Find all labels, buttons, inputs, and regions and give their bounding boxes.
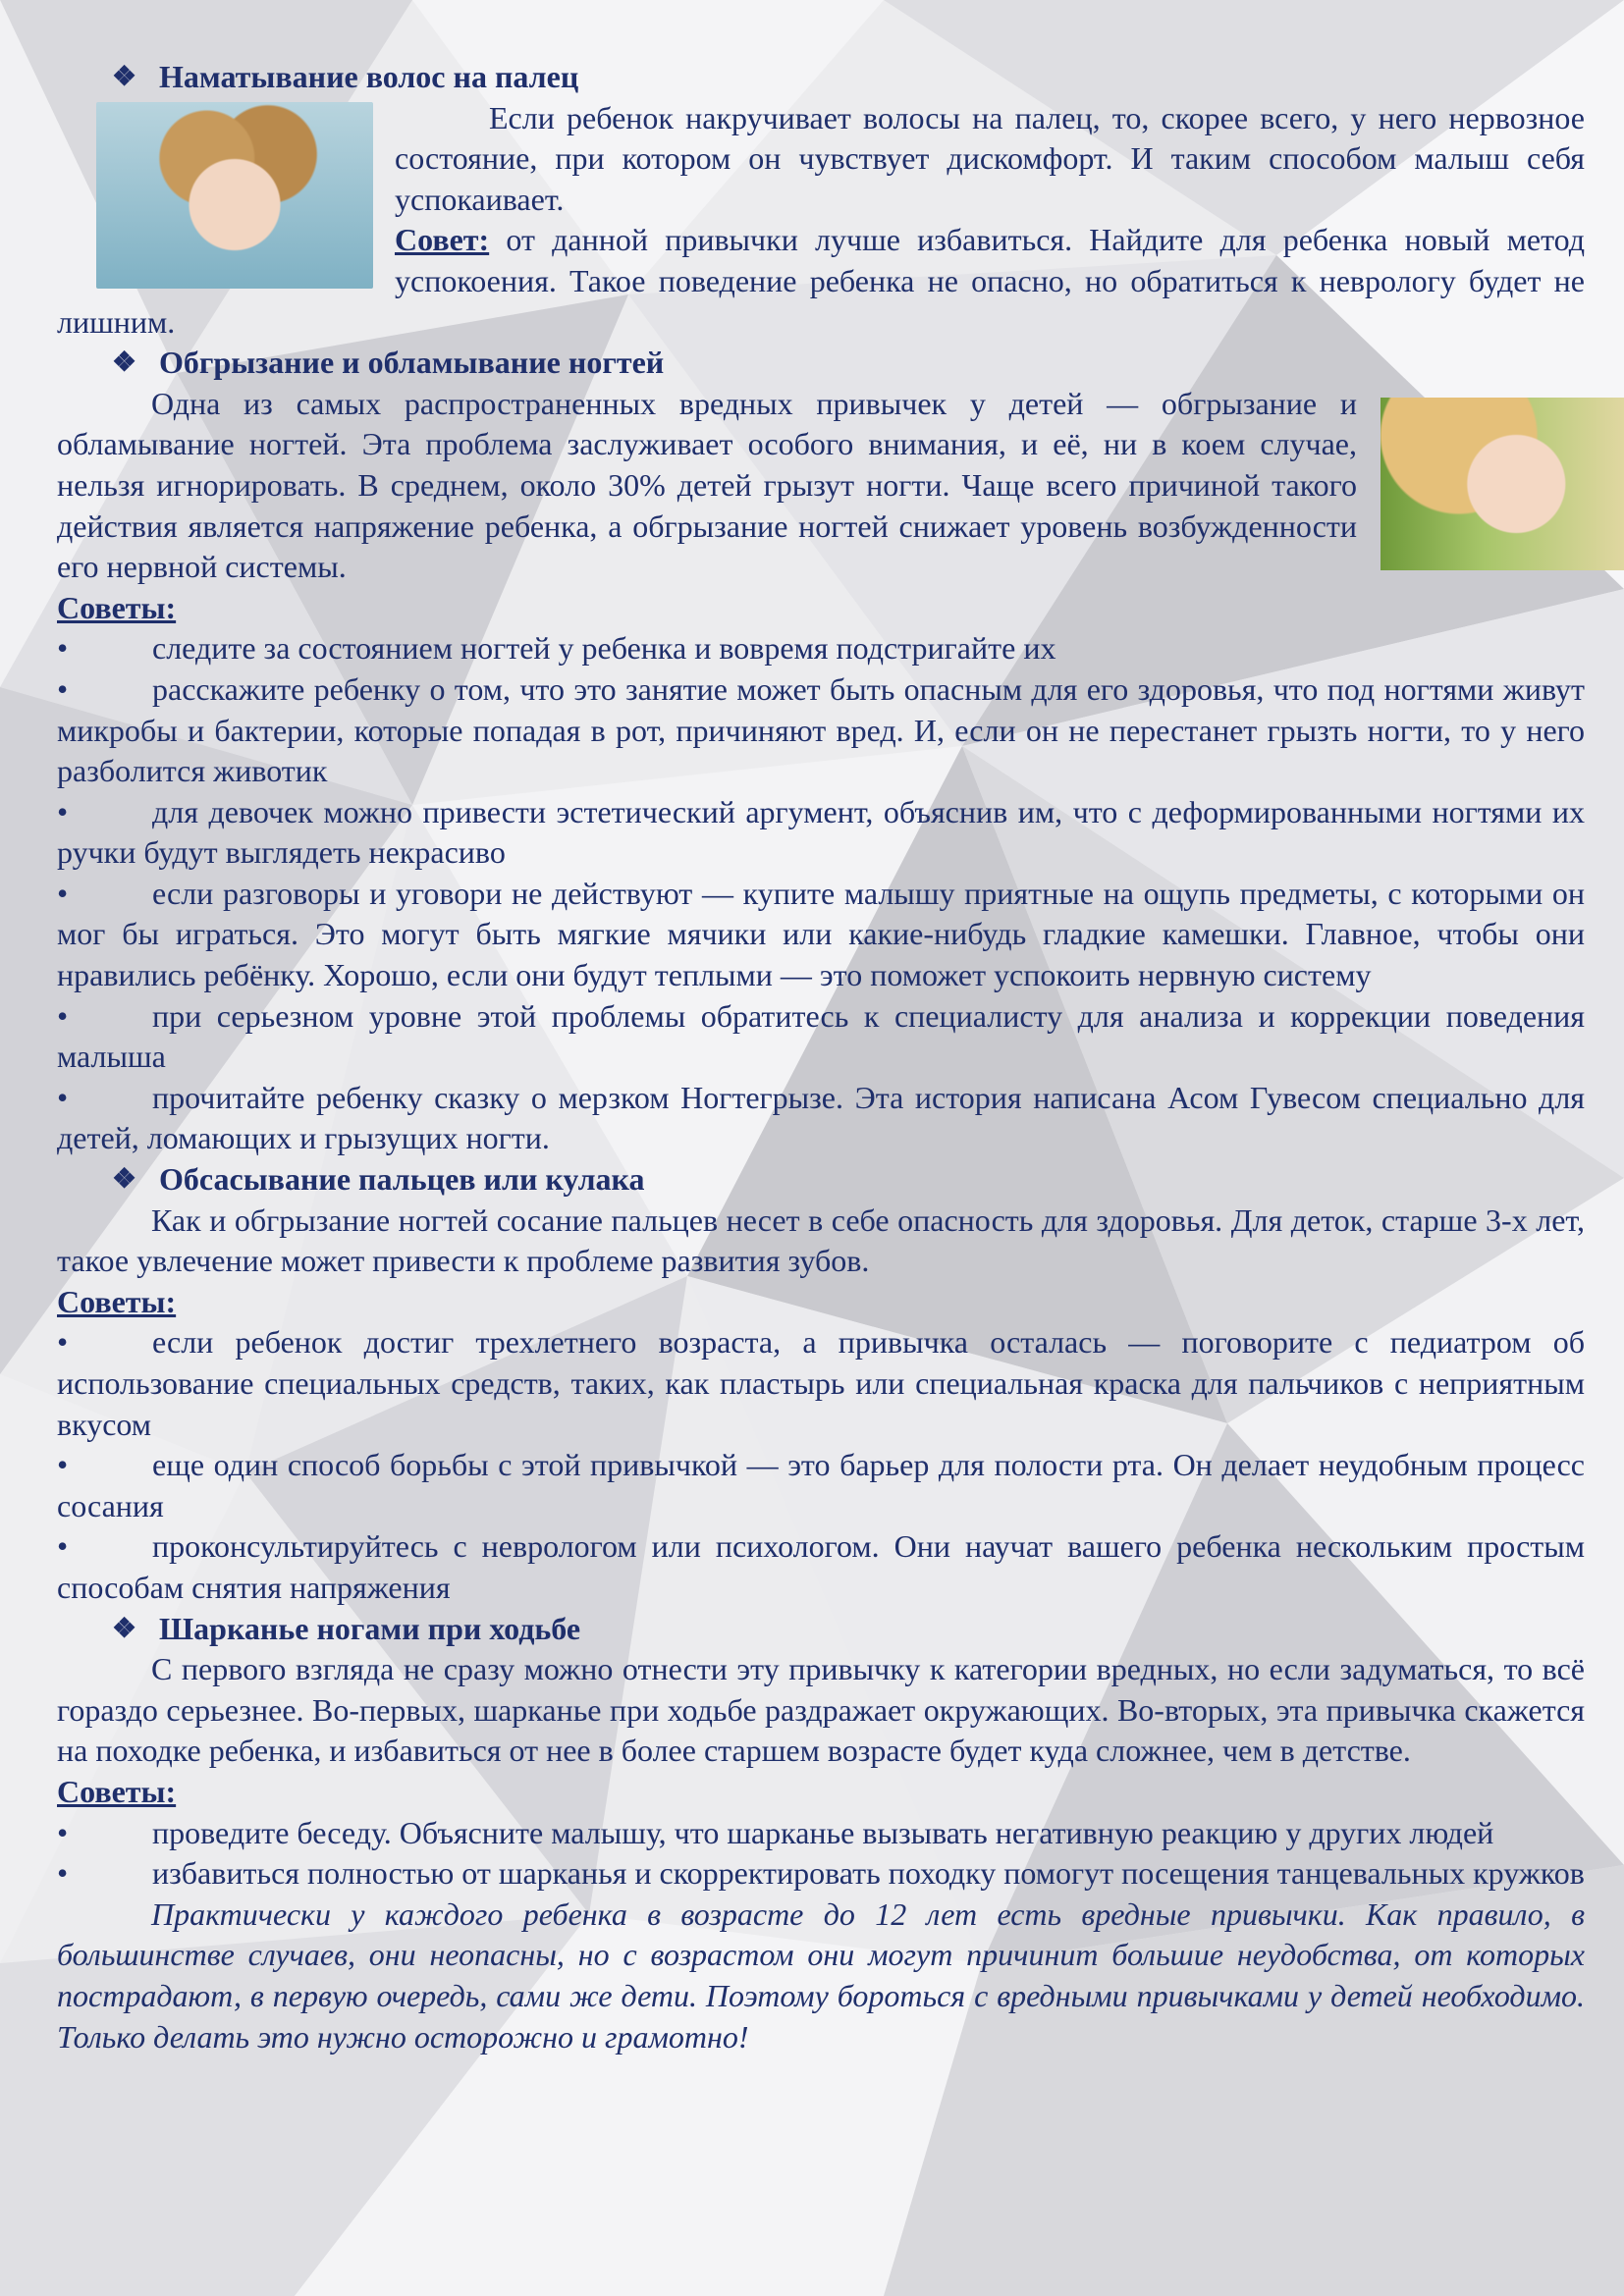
diamond-bullet-icon: ❖ — [112, 347, 137, 379]
tip-item — [57, 792, 1585, 874]
bullet-icon: • — [57, 793, 69, 829]
tip-text: еще один способ борьбы с этой привычкой — это барьер для полости рта. Он делает неудобным процесс сосания — [57, 1447, 1585, 1523]
tip-item — [57, 1813, 1585, 1854]
tip-text: следите за состоянием ногтей у ребенка и вовремя подстригайте их — [152, 630, 1056, 667]
tips-label: Советы: — [57, 589, 177, 625]
tip-text: избавиться полностью от шарканья и скорректировать походку помогут посещения танцевальных кружков — [152, 1855, 1585, 1892]
diamond-bullet-icon: ❖ — [112, 62, 137, 92]
tip-item — [57, 1853, 1585, 1895]
bullet-icon: • — [57, 1814, 69, 1850]
tip-item — [57, 996, 1585, 1078]
heading-text: Наматывание волос на палец — [159, 59, 579, 94]
curly-haired-child-photo-icon — [96, 102, 373, 289]
tip-text: проведите беседу. Объясните малышу, что шарканье вызывать негативную реакцию у других людей — [152, 1814, 1494, 1850]
tip-item — [57, 628, 1585, 669]
tip-item — [57, 669, 1585, 792]
bullet-icon: • — [57, 875, 69, 911]
tip-text: проконсультируйтесь с неврологом или психологом. Они научат вашего ребенка нескольким простым способам снятия напряжения — [57, 1528, 1585, 1605]
diamond-bullet-icon: ❖ — [112, 1613, 137, 1644]
tip-item — [57, 1078, 1585, 1159]
heading-text: Обгрызание и обламывание ногтей — [159, 345, 665, 381]
section-heading — [57, 343, 1585, 384]
tip-item — [57, 1445, 1585, 1526]
section-hair-twirling — [57, 98, 1585, 344]
bullet-icon: • — [57, 1324, 69, 1361]
bullet-icon: • — [57, 670, 69, 707]
tips-label: Советы: — [57, 1283, 177, 1319]
heading-text: Шарканье ногами при ходьбе — [159, 1610, 581, 1646]
section-heading — [57, 1159, 1585, 1201]
bullet-icon: • — [57, 1079, 69, 1115]
tips-label: Советы: — [57, 1773, 177, 1809]
tip-text: если ребенок достиг трехлетнего возраста, а привычка осталась — поговорите с педиатром об использование специальных средств, таких, как пластырь или специальная краска для пальчиков с неприятным вкусом — [57, 1324, 1585, 1442]
advice-text: от данной привычки лучше избавиться. Найдите для ребенка новый метод успокоения. Такое поведение ребенка не опасно, но обратиться к неврологу будет не лишним. — [57, 222, 1585, 340]
diamond-bullet-icon: ❖ — [112, 1164, 137, 1196]
bullet-icon: • — [57, 1447, 69, 1483]
tip-text: если разговоры и уговори не действуют — купите малышу приятные на ощупь предметы, с которыми он мог бы играться. Это могут быть мягкие мячики или какие-нибудь гладкие камешки. Главное, чтобы они нравились ребёнку. Хорошо, если они будут теплыми — это поможет успокоить нервную систему — [57, 875, 1585, 993]
tip-item — [57, 874, 1585, 996]
section-paragraph: Одна из самых распространенных вредных привычек у детей — обгрызание и обламывание ногтей. Эта проблема заслуживает особого внимания, и её, ни в коем случае, нельзя игнорировать. В среднем, около 30% детей грызут ногти. Чаще всего причиной такого действия является напряжение ребенка, а обгрызание ногтей снижает уровень возбужденности его нервной системы. — [57, 385, 1357, 585]
section-heading — [57, 57, 1585, 98]
section-paragraph: Как и обгрызание ногтей сосание пальцев несет в себе опасность для здоровья. Для деток, старше 3-х лет, такое увлечение может привести к проблеме развития зубов. — [57, 1201, 1585, 1279]
smiling-girl-photo-icon — [1380, 398, 1624, 570]
document-page — [57, 57, 1585, 2057]
bullet-icon: • — [57, 1528, 69, 1565]
section-paragraph: С первого взгляда не сразу можно отнести эту привычку к категории вредных, но если задуматься, то всё гораздо серьезнее. Во-первых, шарканье при ходьбе раздражает окружающих. Во-вторых, эта привычка скажется на походке ребенка, и избавиться от нее в более старшем возрасте будет куда сложнее, чем в детстве. — [57, 1651, 1585, 1769]
conclusion-paragraph: Практически у каждого ребенка в возрасте до 12 лет есть вредные привычки. Как правило, в большинстве случаев, они неопасны, но с возрастом они могут причинит большие неудобства, от которых пострадают, в первую очередь, сами же дети. Поэтому бороться с вредными привычками у детей необходимо. Только делать это нужно осторожно и грамотно! — [57, 1896, 1585, 2055]
tip-item — [57, 1322, 1585, 1445]
section-nail-biting — [57, 384, 1585, 588]
tip-text: расскажите ребенку о том, что это занятие может быть опасным для его здоровья, что под ногтями живут микробы и бактерии, которые попадая в рот, причиняют вред. И, если он не перестанет грызть ногти, то у него разболится животик — [57, 670, 1585, 789]
section-paragraph: Если ребенок накручивает волосы на палец, то, скорее всего, у него нервозное состояние, при котором он чувствует дискомфорт. И таким способом малыш себя успокаивает. — [395, 99, 1585, 217]
heading-text: Обсасывание пальцев или кулака — [159, 1161, 645, 1198]
section-heading — [57, 1609, 1585, 1650]
bullet-icon: • — [57, 997, 69, 1034]
bullet-icon: • — [57, 1855, 69, 1892]
tip-text: прочитайте ребенку сказку о мерзком Ногтегрызе. Эта история написана Асом Гувесом специально для детей, ломающих и грызущих ногти. — [57, 1079, 1585, 1156]
tip-text: при серьезном уровне этой проблемы обратитесь к специалисту для анализа и коррекции поведения малыша — [57, 997, 1585, 1075]
advice-label: Совет: — [395, 222, 490, 258]
tip-text: для девочек можно привести эстетический аргумент, объяснив им, что с деформированными ногтями их ручки будут выглядеть некрасиво — [57, 793, 1585, 871]
tip-item — [57, 1526, 1585, 1608]
bullet-icon: • — [57, 630, 69, 667]
